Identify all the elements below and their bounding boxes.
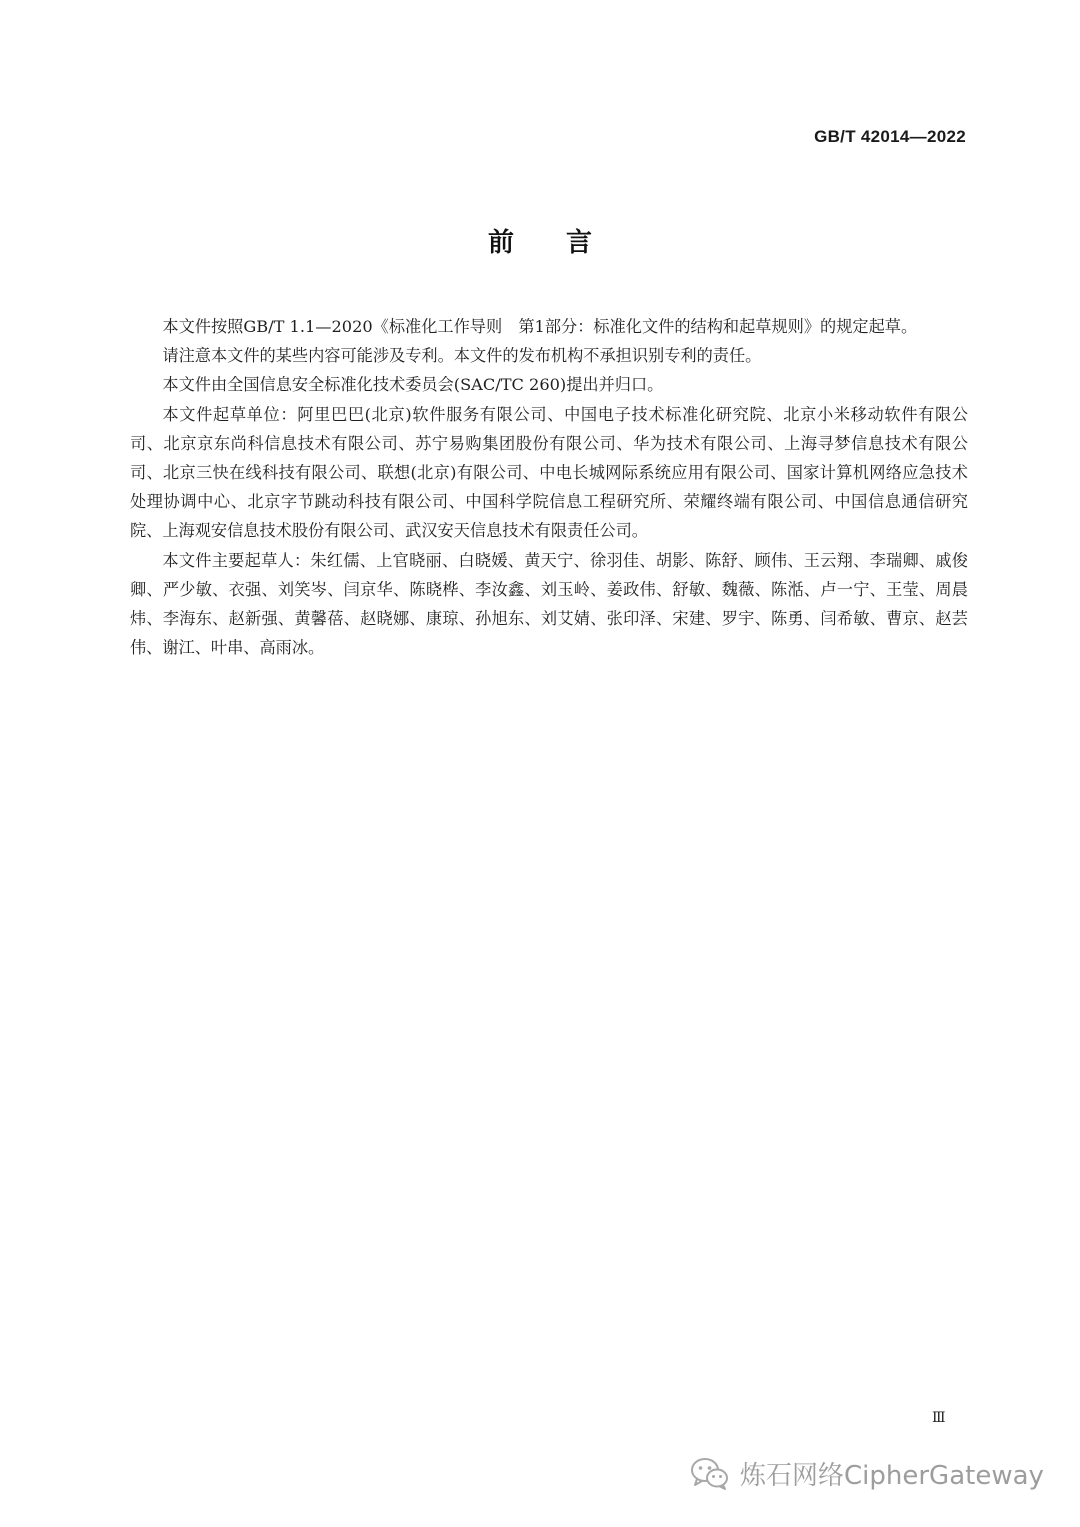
- paragraph-drafting-rules: 本文件按照GB/T 1.1—2020《标准化工作导则 第1部分：标准化文件的结构和起草规则》的规定起草。: [162, 317, 918, 336]
- paragraph-drafters: 本文件主要起草人：朱红儒、上官晓丽、白晓媛、黄天宁、徐羽佳、胡影、陈舒、顾伟、王云翔、李瑞卿、戚俊卿、严少敏、衣强、刘笑岑、闫京华、陈晓桦、李汝鑫、刘玉岭、姜政伟、舒敏、魏薇、陈湉、卢一宁、王莹、周晨炜、李海东、赵新强、黄馨蓓、赵晓娜、康琼、孙旭东、刘艾婧、张印泽、宋建、罗宇、陈勇、闫希敏、曹京、赵芸伟、谢江、叶串、高雨冰。: [130, 550, 968, 658]
- paragraph-drafting-units: 本文件起草单位：阿里巴巴(北京)软件服务有限公司、中国电子技术标准化研究院、北京小米移动软件有限公司、北京京东尚科信息技术有限公司、苏宁易购集团股份有限公司、华为技术有限公司、上海寻梦信息技术有限公司、北京三快在线科技有限公司、联想(北京)有限公司、中电长城网际系统应用有限公司、国家计算机网络应急技术处理协调中心、北京字节跳动科技有限公司、中国科学院信息工程研究所、荣耀终端有限公司、中国信息通信研究院、上海观安信息技术股份有限公司、武汉安天信息技术有限责任公司。: [130, 404, 968, 541]
- standard-number: GB/T 42014—2022: [814, 127, 966, 146]
- watermark-text: 炼石网络CipherGateway: [740, 1461, 1044, 1491]
- paragraph-patent-notice: 请注意本文件的某些内容可能涉及专利。本文件的发布机构不承担识别专利的责任。: [162, 346, 762, 366]
- watermark: [690, 1455, 1044, 1492]
- page-title: 前言: [487, 228, 644, 258]
- paragraph-proposer: 本文件由全国信息安全标准化技术委员会(SAC/TC 260)提出并归口。: [162, 375, 664, 395]
- wechat-icon: [690, 1457, 730, 1491]
- preface-body: [130, 312, 968, 662]
- page-number: Ⅲ: [932, 1410, 946, 1426]
